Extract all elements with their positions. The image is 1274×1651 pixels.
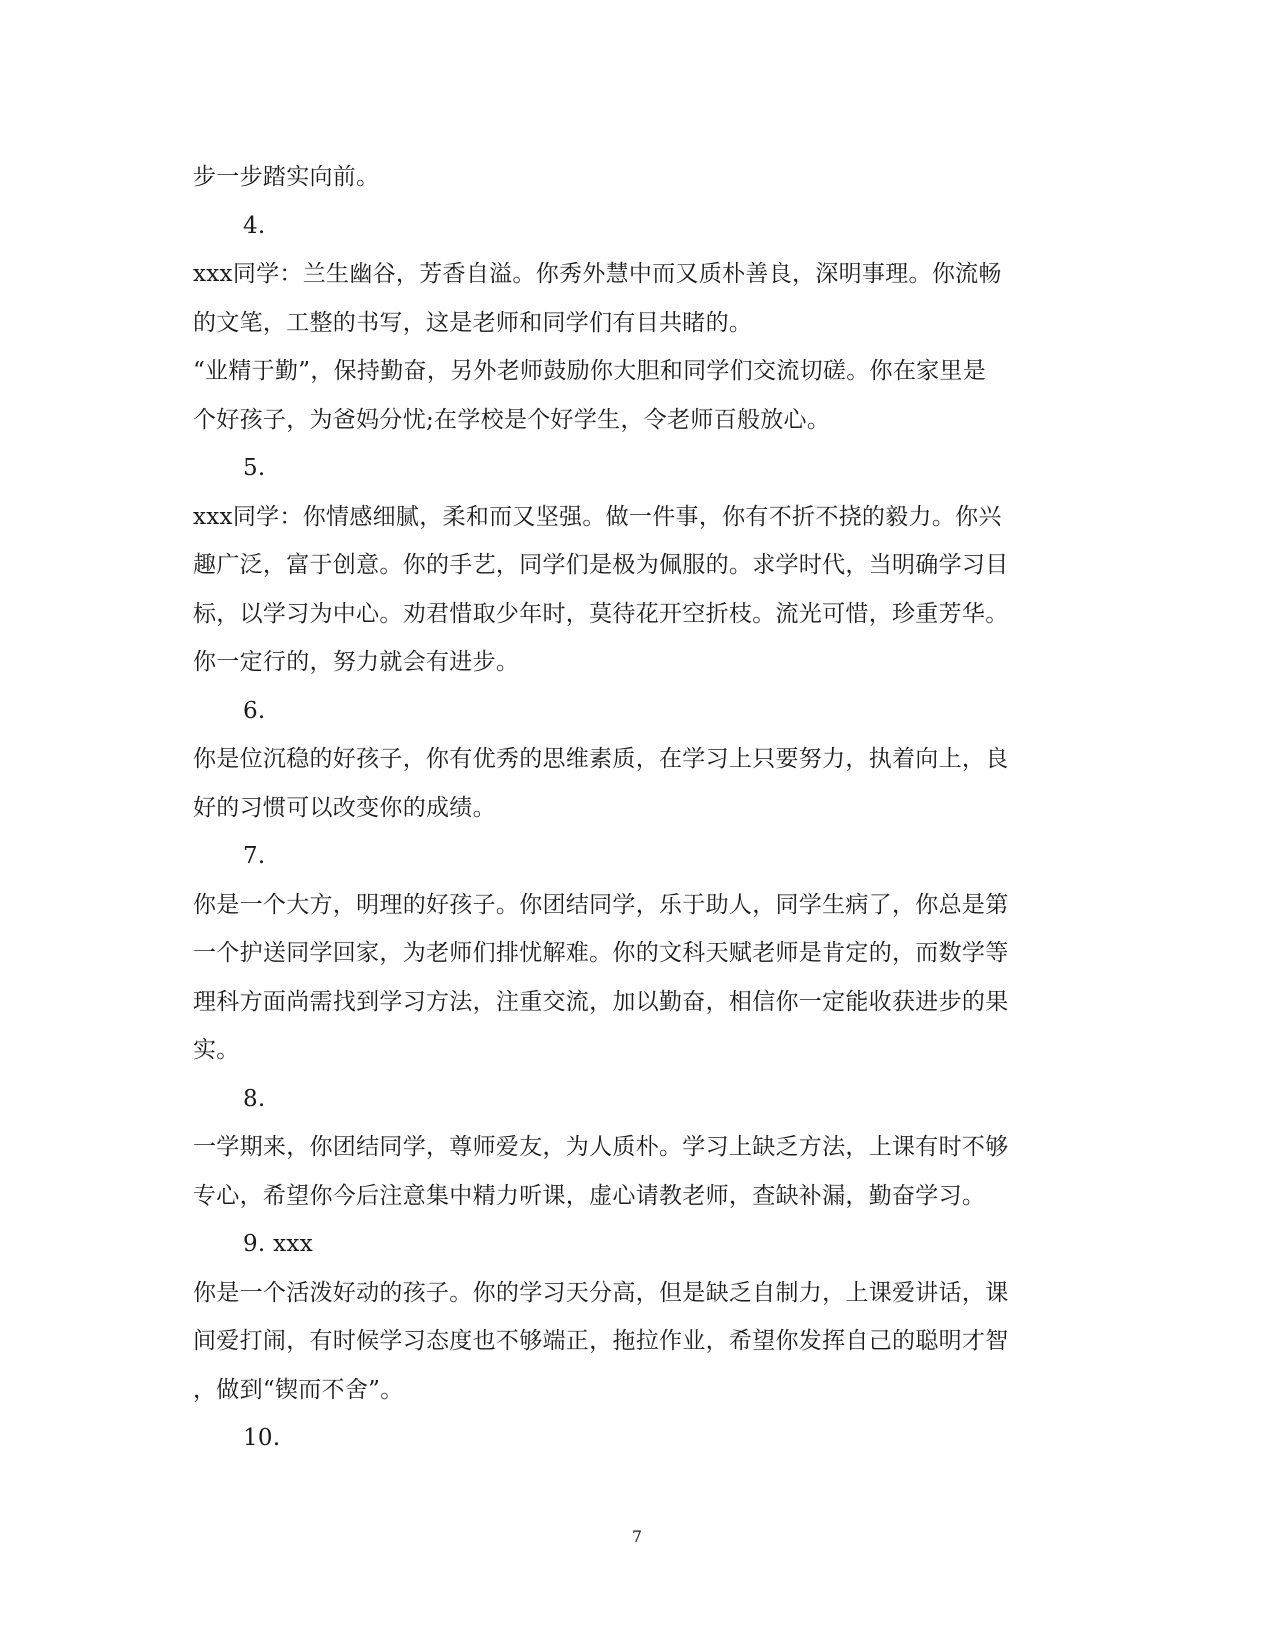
item-number: 6. [243,697,266,724]
text-line: xxx同学：兰生幽谷，芳香自溢。你秀外慧中而又质朴善良，深明事理。你流畅 [193,261,1002,287]
page-body [193,153,1073,1463]
text-line: 你是位沉稳的好孩子，你有优秀的思维素质，在学习上只要努力，执着向上，良 [193,746,1009,772]
text-line: 理科方面尚需找到学习方法，注重交流，加以勤奋，相信你一定能收获进步的果 [193,988,1009,1015]
text-line: 好的习惯可以改变你的成绩。 [193,794,496,821]
text-line: 一个护送同学回家，为老师们排忧解难。你的文科天赋老师是肯定的，而数学等 [193,940,1009,966]
text-line: 一学期来，你团结同学，尊师爱友，为人质朴。学习上缺乏方法，上课有时不够 [193,1134,1009,1160]
text-line: 标，以学习为中心。劝君惜取少年时，莫待花开空折枝。流光可惜，珍重芳华。 [193,600,1009,627]
page-number: 7 [631,1527,643,1546]
text-line: 个好孩子，为爸妈分忧;在学校是个好学生，令老师百般放心。 [193,406,831,433]
text-line: xxx同学：你情感细腻，柔和而又坚强。做一件事，你有不折不挠的毅力。你兴 [193,503,1002,530]
item-number: 7. [243,843,266,869]
item-number: 9. xxx [243,1231,313,1257]
text-line: 你是一个活泼好动的孩子。你的学习天分高，但是缺乏自制力，上课爱讲话，课 [193,1279,1009,1306]
item-number: 5. [243,455,266,481]
text-line: 步一步踏实向前。 [193,164,380,190]
text-line: 间爱打闹，有时候学习态度也不够端正，拖拉作业，希望你发挥自己的聪明才智 [193,1328,1009,1354]
text-line: 趣广泛，富于创意。你的手艺，同学们是极为佩服的。求学时代，当明确学习目 [193,552,1009,578]
text-line: “业精于勤”，保持勤奋，另外老师鼓励你大胆和同学们交流切磋。你在家里是 [193,358,987,384]
text-line: ，做到“锲而不舍”。 [193,1376,404,1403]
text-line: 你是一个大方，明理的好孩子。你团结同学，乐于助人，同学生病了，你总是第 [193,891,1009,918]
text-line: 专心，希望你今后注意集中精力听课，虚心请教老师，查缺补漏，勤奋学习。 [193,1182,986,1209]
text-line: 实。 [193,1037,240,1063]
text-line: 的文笔，工整的书写，这是老师和同学们有目共睹的。 [193,309,753,336]
item-number: 4. [243,212,266,239]
item-number: 8. [243,1085,266,1112]
text-line: 你一定行的，努力就会有进步。 [193,649,520,675]
item-number: 10. [243,1425,281,1451]
